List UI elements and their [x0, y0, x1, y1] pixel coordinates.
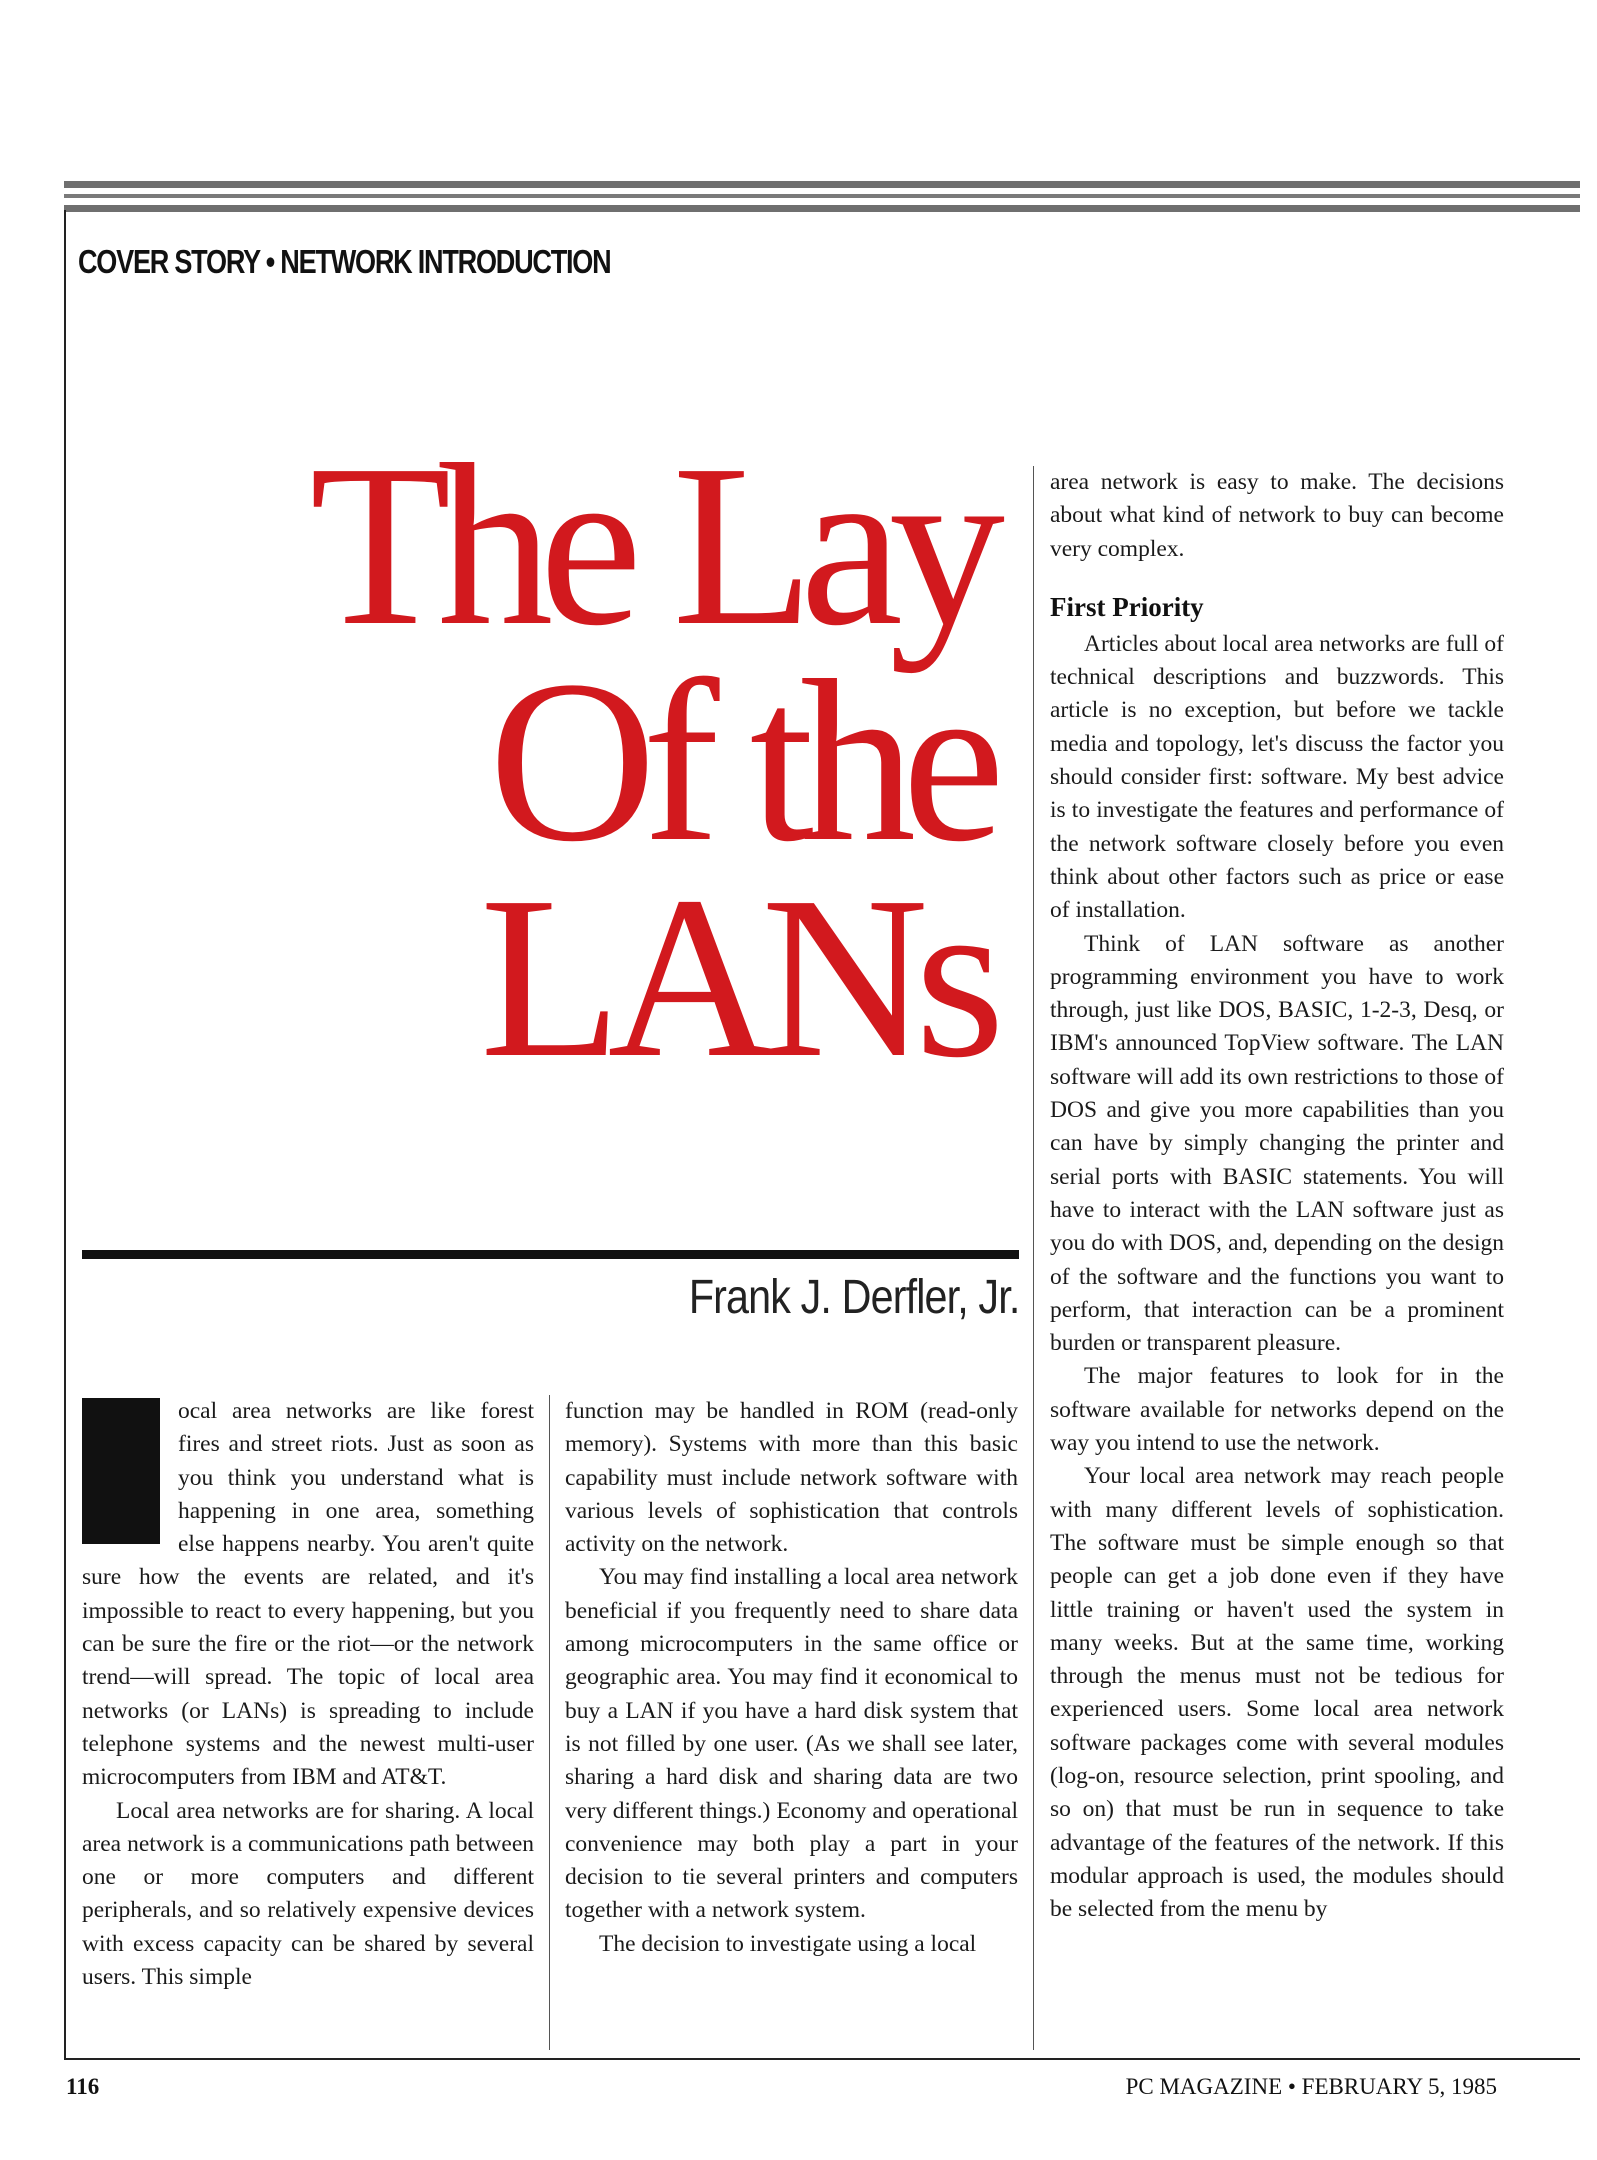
column-1	[82, 1395, 534, 1994]
byline: Frank J. Derfler, Jr.	[688, 1271, 1019, 1324]
paragraph: The major features to look for in the software available for networks depend on the way you intend to use the network.	[1050, 1363, 1504, 1457]
title-line-2: Of the	[488, 633, 991, 890]
bottom-rule	[64, 205, 1580, 212]
paragraph: Local area networks are for sharing. A local area network is a communications path between one or more computers and different peripherals, and so relatively expensive devices with excess capacity can be shared by several users. This simple	[82, 1797, 534, 1991]
title-line-1: The Lay	[309, 417, 991, 674]
title-line-3: LANs	[479, 849, 991, 1106]
top-rule	[64, 181, 1580, 188]
paragraph: ocal area networks are like forest fires and street riots. Just as soon as you think you understand what is happening in one area, something else happens nearby. You aren't quite sure how the events are related, and it's impossible to react to every happening, but you can be sure the fire or the riot—or the network trend—will spread. The topic of local area networks (or LANs) is spreading to include telephone systems and the newest multi-user microcomputers from IBM and AT&T.	[82, 1398, 534, 1791]
article-title	[309, 417, 991, 1106]
paragraph: You may find installing a local area network beneficial if you frequently need to share data among microcomputers in the same office or geographic area. You may find it economical to buy a LAN if you have a hard disk system that is not filled by one user. (As we shall see later, sharing a hard disk and sharing data are two very different things.) Economy and operational convenience may both play a part in your decision to tie several printers and computers together with a network system.	[565, 1564, 1018, 1924]
section-label: COVER STORY • NETWORK INTRODUCTION	[78, 243, 611, 280]
middle-rule	[64, 194, 1580, 198]
page-frame-left	[64, 210, 66, 2060]
column-2	[565, 1395, 1018, 1961]
paragraph: The decision to investigate using a local	[599, 1930, 977, 1957]
paragraph: Your local area network may reach people with many different levels of sophistication. The software must be simple enough so that people can get a job done even if they have little training or haven't used the system in many weeks. But at the same time, working through the menus must not be tedious for experienced users. Some local area network software packages come with several modules (log-on, resource selection, print spooling, and so on) that must be run in sequence to take advantage of the features of the network. If this modular approach is used, the modules should be selected from the menu by	[1050, 1463, 1504, 1923]
page-frame-bottom	[64, 2058, 1580, 2060]
paragraph: Articles about local area networks are full of technical descriptions and buzzwords. This article is no exception, but before we tackle media and topology, let's discuss the factor you should consider first: software. My best advice is to investigate the features and performance of the network software closely before you even think about other factors such as price or ease of installation.	[1050, 630, 1504, 924]
page-number: 116	[66, 2074, 100, 2099]
subhead-first-priority: First Priority	[1050, 591, 1204, 622]
paragraph: Think of LAN software as another programming environment you have to work through, just like DOS, BASIC, 1-2-3, Desq, or IBM's announced TopView software. The LAN software will add its own restrictions to those of DOS and give you more capabilities than you can have by simply changing the printer and serial ports with BASIC statements. You will have to interact with the LAN software just as you do with DOS, and, depending on the design of the software and the functions you want to perform, that interaction can be a prominent burden or transparent pleasure.	[1050, 930, 1504, 1357]
column-divider-2	[1033, 466, 1034, 2050]
column-divider-1	[549, 1395, 550, 2050]
masthead-rules	[64, 181, 1580, 218]
paragraph: function may be handled in ROM (read-only memory). Systems with more than this basic capability must include network software with various levels of sophistication that controls activity on the network.	[565, 1398, 1018, 1558]
dropcap	[82, 1398, 160, 1544]
byline-rule	[82, 1250, 1019, 1259]
publication-footer: PC MAGAZINE • FEBRUARY 5, 1985	[1125, 2074, 1497, 2099]
column-3	[1050, 466, 1504, 1926]
paragraph: area network is easy to make. The decisions about what kind of network to buy can become very complex.	[1050, 469, 1504, 562]
